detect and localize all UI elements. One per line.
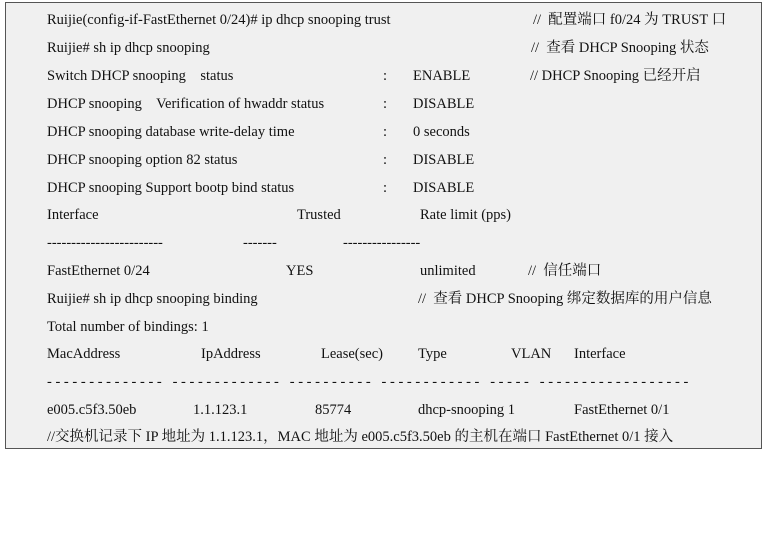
column-header-lease: Lease(sec) — [321, 346, 383, 362]
column-header-interface: Interface — [574, 346, 626, 362]
line-binding-divider — [6, 372, 763, 392]
line-show-snooping — [6, 38, 763, 58]
column-header-mac: MacAddress — [47, 346, 121, 362]
divider-dashes: ---------------- — [343, 235, 421, 251]
column-header-ip: IpAddress — [201, 346, 261, 362]
line-snooping-status — [6, 66, 763, 86]
line-interface-divider — [6, 233, 763, 253]
interface-name: FastEthernet 0/24 — [47, 263, 150, 279]
status-value: DISABLE — [413, 96, 475, 112]
line-hwaddr-status — [6, 94, 763, 114]
separator: : — [383, 96, 388, 112]
comment-text: // DHCP Snooping 已经开启 — [530, 68, 701, 84]
status-label: DHCP snooping option 82 status — [47, 152, 238, 168]
status-value: 0 seconds — [413, 124, 470, 140]
comment-text: // 信任端口 — [528, 263, 602, 279]
column-header-type: Type — [418, 346, 447, 362]
status-value: ENABLE — [413, 68, 471, 84]
line-interface-header — [6, 205, 763, 225]
comment-text: // 配置端口 f0/24 为 TRUST 口 — [533, 12, 727, 28]
line-write-delay — [6, 122, 763, 142]
line-trust-command — [6, 10, 763, 30]
line-bootp-bind — [6, 178, 763, 198]
status-value: DISABLE — [413, 180, 475, 196]
column-header-interface: Interface — [47, 207, 99, 223]
column-header-rate-limit: Rate limit (pps) — [420, 207, 512, 223]
divider-dashes: ------------------------ — [47, 235, 163, 251]
comment-text: //交换机记录下 IP 地址为 1.1.123.1，MAC 地址为 e005.c5f3.50eb 的主机在端口 FastEthernet 0/1 接入 — [47, 429, 674, 445]
lease-value: 85774 — [315, 402, 352, 418]
line-binding-total — [6, 317, 763, 337]
separator: : — [383, 152, 388, 168]
status-label: DHCP snooping Verification of hwaddr status — [47, 96, 325, 112]
line-binding-row — [6, 400, 763, 420]
separator: : — [383, 68, 388, 84]
status-label: Switch DHCP snooping status — [47, 68, 234, 84]
status-label: DHCP snooping Support bootp bind status — [47, 180, 295, 196]
line-interface-row — [6, 261, 763, 281]
mac-address-value: e005.c5f3.50eb — [47, 402, 137, 418]
rate-limit-value: unlimited — [420, 263, 476, 279]
type-vlan-value: dhcp-snooping 1 — [418, 402, 516, 418]
line-show-binding — [6, 289, 763, 309]
status-label: DHCP snooping database write-delay time — [47, 124, 295, 140]
column-header-vlan: VLAN — [511, 346, 552, 362]
line-summary-comment — [6, 427, 763, 447]
line-binding-header — [6, 344, 763, 364]
command-text: Ruijie(config-if-FastEthernet 0/24)# ip dhcp snooping trust — [47, 12, 391, 28]
ip-address-value: 1.1.123.1 — [193, 402, 248, 418]
binding-total-text: Total number of bindings: 1 — [47, 319, 209, 335]
comment-text: // 查看 DHCP Snooping 状态 — [531, 40, 709, 56]
command-text: Ruijie# sh ip dhcp snooping binding — [47, 291, 258, 307]
trusted-value: YES — [286, 263, 314, 279]
cli-output-panel — [5, 2, 762, 449]
separator: : — [383, 124, 388, 140]
column-header-trusted: Trusted — [297, 207, 341, 223]
separator: : — [383, 180, 388, 196]
command-text: Ruijie# sh ip dhcp snooping — [47, 40, 210, 56]
comment-text: // 查看 DHCP Snooping 绑定数据库的用户信息 — [418, 291, 712, 307]
interface-value: FastEthernet 0/1 — [574, 402, 670, 418]
divider-dashes: ------- — [243, 235, 277, 251]
divider-dashes: - - - - - - - - - - - - - - - - - - - - - - - - - - - - - - - - - - - - - - - - - - - - - - - - - - - - - - - - - - - - - - - - - - - - - - - - — [47, 374, 689, 390]
status-value: DISABLE — [413, 152, 475, 168]
line-option82 — [6, 150, 763, 170]
